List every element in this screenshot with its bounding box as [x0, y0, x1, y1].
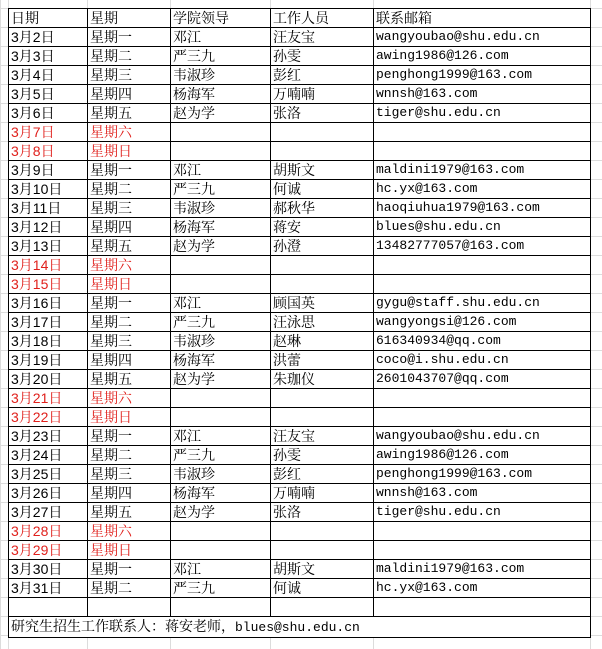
- contact-note-cell[interactable]: [9, 617, 591, 638]
- leader-cell[interactable]: 杨海军: [171, 85, 271, 104]
- staff-cell[interactable]: 张洛: [271, 104, 374, 123]
- email-cell[interactable]: wangyoubao@shu.edu.cn: [374, 28, 591, 47]
- contact-note-label: 研究生招生工作联系人：蒋安老师，: [11, 618, 235, 634]
- table-row: [9, 104, 591, 123]
- date-cell[interactable]: 3月19日: [9, 351, 88, 370]
- email-cell[interactable]: gygu@staff.shu.edu.cn: [374, 294, 591, 313]
- leader-cell[interactable]: [171, 256, 271, 275]
- leader-cell[interactable]: [171, 408, 271, 427]
- weekday-cell[interactable]: 星期二: [88, 313, 171, 332]
- schedule-table: [8, 8, 591, 638]
- weekday-cell[interactable]: 星期日: [88, 275, 171, 294]
- table-row: [9, 370, 591, 389]
- leader-cell[interactable]: 韦淑珍: [171, 465, 271, 484]
- staff-cell[interactable]: 洪蕾: [271, 351, 374, 370]
- staff-cell[interactable]: [271, 389, 374, 408]
- leader-cell[interactable]: 赵为学: [171, 503, 271, 522]
- date-cell[interactable]: 3月7日: [9, 123, 88, 142]
- staff-cell[interactable]: 万喃喃: [271, 484, 374, 503]
- email-cell[interactable]: hc.yx@163.com: [374, 180, 591, 199]
- weekend-row: [9, 408, 591, 427]
- date-cell[interactable]: 3月16日: [9, 294, 88, 313]
- email-cell[interactable]: haoqiuhua1979@163.com: [374, 199, 591, 218]
- leader-cell[interactable]: 杨海军: [171, 484, 271, 503]
- weekday-cell[interactable]: 星期日: [88, 541, 171, 560]
- leader-cell[interactable]: 严三九: [171, 313, 271, 332]
- staff-cell[interactable]: 何诚: [271, 579, 374, 598]
- table-body: [9, 28, 591, 598]
- email-cell[interactable]: wnnsh@163.com: [374, 484, 591, 503]
- table-row: [9, 66, 591, 85]
- staff-cell[interactable]: 孙澄: [271, 237, 374, 256]
- table-row: [9, 28, 591, 47]
- date-cell[interactable]: 3月2日: [9, 28, 88, 47]
- table-row: [9, 503, 591, 522]
- leader-cell[interactable]: [171, 275, 271, 294]
- leader-cell[interactable]: 邓江: [171, 294, 271, 313]
- email-cell[interactable]: [374, 408, 591, 427]
- weekday-cell[interactable]: 星期五: [88, 237, 171, 256]
- email-cell[interactable]: [374, 142, 591, 161]
- weekday-cell[interactable]: 星期六: [88, 256, 171, 275]
- table-row: [9, 218, 591, 237]
- date-cell[interactable]: 3月4日: [9, 66, 88, 85]
- table-row: [9, 332, 591, 351]
- email-cell[interactable]: awing1986@126.com: [374, 47, 591, 66]
- weekend-row: [9, 256, 591, 275]
- leader-cell[interactable]: 杨海军: [171, 351, 271, 370]
- cell[interactable]: [271, 598, 374, 617]
- date-cell[interactable]: 3月26日: [9, 484, 88, 503]
- email-cell[interactable]: maldini1979@163.com: [374, 560, 591, 579]
- weekday-cell[interactable]: 星期六: [88, 389, 171, 408]
- weekday-cell[interactable]: 星期四: [88, 218, 171, 237]
- staff-cell[interactable]: [271, 275, 374, 294]
- staff-cell[interactable]: 万喃喃: [271, 85, 374, 104]
- header-leader[interactable]: 学院领导: [171, 9, 271, 28]
- weekday-cell[interactable]: 星期四: [88, 351, 171, 370]
- email-cell[interactable]: [374, 522, 591, 541]
- date-cell[interactable]: 3月29日: [9, 541, 88, 560]
- staff-cell[interactable]: 蒋安: [271, 218, 374, 237]
- email-cell[interactable]: wnnsh@163.com: [374, 85, 591, 104]
- date-cell[interactable]: 3月3日: [9, 47, 88, 66]
- weekday-cell[interactable]: 星期四: [88, 85, 171, 104]
- leader-cell[interactable]: 韦淑珍: [171, 332, 271, 351]
- table-row: [9, 465, 591, 484]
- weekday-cell[interactable]: 星期五: [88, 503, 171, 522]
- email-cell[interactable]: 13482777057@163.com: [374, 237, 591, 256]
- weekday-cell[interactable]: 星期四: [88, 484, 171, 503]
- leader-cell[interactable]: 赵为学: [171, 370, 271, 389]
- leader-cell[interactable]: 邓江: [171, 161, 271, 180]
- email-cell[interactable]: penghong1999@163.com: [374, 465, 591, 484]
- date-cell[interactable]: 3月9日: [9, 161, 88, 180]
- contact-note-email: blues@shu.edu.cn: [235, 620, 360, 635]
- date-cell[interactable]: 3月12日: [9, 218, 88, 237]
- staff-cell[interactable]: [271, 408, 374, 427]
- staff-cell[interactable]: 孙雯: [271, 446, 374, 465]
- weekday-cell[interactable]: 星期一: [88, 161, 171, 180]
- header-email[interactable]: 联系邮箱: [374, 9, 591, 28]
- date-cell[interactable]: 3月18日: [9, 332, 88, 351]
- weekday-cell[interactable]: 星期五: [88, 104, 171, 123]
- staff-cell[interactable]: 汪泳思: [271, 313, 374, 332]
- leader-cell[interactable]: 严三九: [171, 47, 271, 66]
- email-cell[interactable]: maldini1979@163.com: [374, 161, 591, 180]
- staff-cell[interactable]: 孙雯: [271, 47, 374, 66]
- staff-cell[interactable]: 顾国英: [271, 294, 374, 313]
- staff-cell[interactable]: 彭红: [271, 66, 374, 85]
- leader-cell[interactable]: 韦淑珍: [171, 199, 271, 218]
- date-cell[interactable]: 3月14日: [9, 256, 88, 275]
- staff-cell[interactable]: [271, 522, 374, 541]
- table-row: [9, 180, 591, 199]
- leader-cell[interactable]: 杨海军: [171, 218, 271, 237]
- staff-cell[interactable]: 张洛: [271, 503, 374, 522]
- table-row: [9, 579, 591, 598]
- header-row: [9, 9, 591, 28]
- date-cell[interactable]: 3月5日: [9, 85, 88, 104]
- date-cell[interactable]: 3月30日: [9, 560, 88, 579]
- weekday-cell[interactable]: 星期日: [88, 408, 171, 427]
- header-staff[interactable]: 工作人员: [271, 9, 374, 28]
- weekday-cell[interactable]: 星期五: [88, 370, 171, 389]
- leader-cell[interactable]: 邓江: [171, 560, 271, 579]
- table-row: [9, 161, 591, 180]
- table-row: [9, 199, 591, 218]
- weekday-cell[interactable]: 星期六: [88, 522, 171, 541]
- date-cell[interactable]: 3月17日: [9, 313, 88, 332]
- table-row: [9, 313, 591, 332]
- weekday-cell[interactable]: 星期二: [88, 446, 171, 465]
- leader-cell[interactable]: [171, 142, 271, 161]
- footer-row: [9, 617, 591, 638]
- weekday-cell[interactable]: 星期三: [88, 465, 171, 484]
- leader-cell[interactable]: [171, 541, 271, 560]
- table-row: [9, 427, 591, 446]
- table-row: [9, 484, 591, 503]
- weekend-row: [9, 541, 591, 560]
- email-cell[interactable]: [374, 541, 591, 560]
- staff-cell[interactable]: [271, 256, 374, 275]
- date-cell[interactable]: 3月22日: [9, 408, 88, 427]
- staff-cell[interactable]: [271, 142, 374, 161]
- staff-cell[interactable]: 胡斯文: [271, 161, 374, 180]
- date-cell[interactable]: 3月6日: [9, 104, 88, 123]
- date-cell[interactable]: 3月15日: [9, 275, 88, 294]
- date-cell[interactable]: 3月28日: [9, 522, 88, 541]
- table-row: [9, 85, 591, 104]
- leader-cell[interactable]: 赵为学: [171, 237, 271, 256]
- leader-cell[interactable]: 严三九: [171, 446, 271, 465]
- weekend-row: [9, 522, 591, 541]
- weekday-cell[interactable]: 星期一: [88, 294, 171, 313]
- date-cell[interactable]: 3月21日: [9, 389, 88, 408]
- date-cell[interactable]: 3月27日: [9, 503, 88, 522]
- cell[interactable]: [171, 598, 271, 617]
- leader-cell[interactable]: 赵为学: [171, 104, 271, 123]
- staff-cell[interactable]: 彭红: [271, 465, 374, 484]
- leader-cell[interactable]: 韦淑珍: [171, 66, 271, 85]
- weekday-cell[interactable]: 星期一: [88, 28, 171, 47]
- table-row: [9, 560, 591, 579]
- date-cell[interactable]: 3月25日: [9, 465, 88, 484]
- weekday-cell[interactable]: 星期二: [88, 579, 171, 598]
- leader-cell[interactable]: 严三九: [171, 579, 271, 598]
- table-row: [9, 47, 591, 66]
- cell[interactable]: [374, 598, 591, 617]
- email-cell[interactable]: blues@shu.edu.cn: [374, 218, 591, 237]
- weekend-row: [9, 275, 591, 294]
- email-cell[interactable]: hc.yx@163.com: [374, 579, 591, 598]
- blank-row: [9, 598, 591, 617]
- email-cell[interactable]: [374, 389, 591, 408]
- date-cell[interactable]: 3月31日: [9, 579, 88, 598]
- weekday-cell[interactable]: 星期日: [88, 142, 171, 161]
- email-cell[interactable]: [374, 275, 591, 294]
- weekend-row: [9, 123, 591, 142]
- email-cell[interactable]: wangyoubao@shu.edu.cn: [374, 427, 591, 446]
- email-cell[interactable]: 616340934@qq.com: [374, 332, 591, 351]
- weekday-cell[interactable]: 星期六: [88, 123, 171, 142]
- table-row: [9, 294, 591, 313]
- table-row: [9, 237, 591, 256]
- date-cell[interactable]: 3月13日: [9, 237, 88, 256]
- staff-cell[interactable]: 胡斯文: [271, 560, 374, 579]
- weekday-cell[interactable]: 星期三: [88, 66, 171, 85]
- staff-cell[interactable]: 何诚: [271, 180, 374, 199]
- email-cell[interactable]: [374, 123, 591, 142]
- email-cell[interactable]: [374, 256, 591, 275]
- staff-cell[interactable]: 赵琳: [271, 332, 374, 351]
- leader-cell[interactable]: [171, 389, 271, 408]
- leader-cell[interactable]: [171, 123, 271, 142]
- email-cell[interactable]: wangyongsi@126.com: [374, 313, 591, 332]
- weekday-cell[interactable]: 星期三: [88, 199, 171, 218]
- date-cell[interactable]: 3月20日: [9, 370, 88, 389]
- weekday-cell[interactable]: 星期一: [88, 427, 171, 446]
- date-cell[interactable]: 3月23日: [9, 427, 88, 446]
- staff-cell[interactable]: 汪友宝: [271, 427, 374, 446]
- cell[interactable]: [9, 598, 88, 617]
- staff-cell[interactable]: 朱珈仪: [271, 370, 374, 389]
- staff-cell[interactable]: 汪友宝: [271, 28, 374, 47]
- weekday-cell[interactable]: 星期二: [88, 180, 171, 199]
- email-cell[interactable]: awing1986@126.com: [374, 446, 591, 465]
- email-cell[interactable]: tiger@shu.edu.cn: [374, 503, 591, 522]
- leader-cell[interactable]: 邓江: [171, 28, 271, 47]
- date-cell[interactable]: 3月24日: [9, 446, 88, 465]
- date-cell[interactable]: 3月11日: [9, 199, 88, 218]
- weekend-row: [9, 389, 591, 408]
- email-cell[interactable]: penghong1999@163.com: [374, 66, 591, 85]
- staff-cell[interactable]: [271, 541, 374, 560]
- table-row: [9, 446, 591, 465]
- table-row: [9, 351, 591, 370]
- header-date[interactable]: 日期: [9, 9, 88, 28]
- leader-cell[interactable]: [171, 522, 271, 541]
- cell[interactable]: [88, 598, 171, 617]
- staff-cell[interactable]: [271, 123, 374, 142]
- email-cell[interactable]: 2601043707@qq.com: [374, 370, 591, 389]
- leader-cell[interactable]: 邓江: [171, 427, 271, 446]
- weekday-cell[interactable]: 星期一: [88, 560, 171, 579]
- date-cell[interactable]: 3月10日: [9, 180, 88, 199]
- date-cell[interactable]: 3月8日: [9, 142, 88, 161]
- email-cell[interactable]: coco@i.shu.edu.cn: [374, 351, 591, 370]
- leader-cell[interactable]: 严三九: [171, 180, 271, 199]
- email-cell[interactable]: tiger@shu.edu.cn: [374, 104, 591, 123]
- header-weekday[interactable]: 星期: [88, 9, 171, 28]
- weekday-cell[interactable]: 星期二: [88, 47, 171, 66]
- staff-cell[interactable]: 郝秋华: [271, 199, 374, 218]
- weekday-cell[interactable]: 星期三: [88, 332, 171, 351]
- weekend-row: [9, 142, 591, 161]
